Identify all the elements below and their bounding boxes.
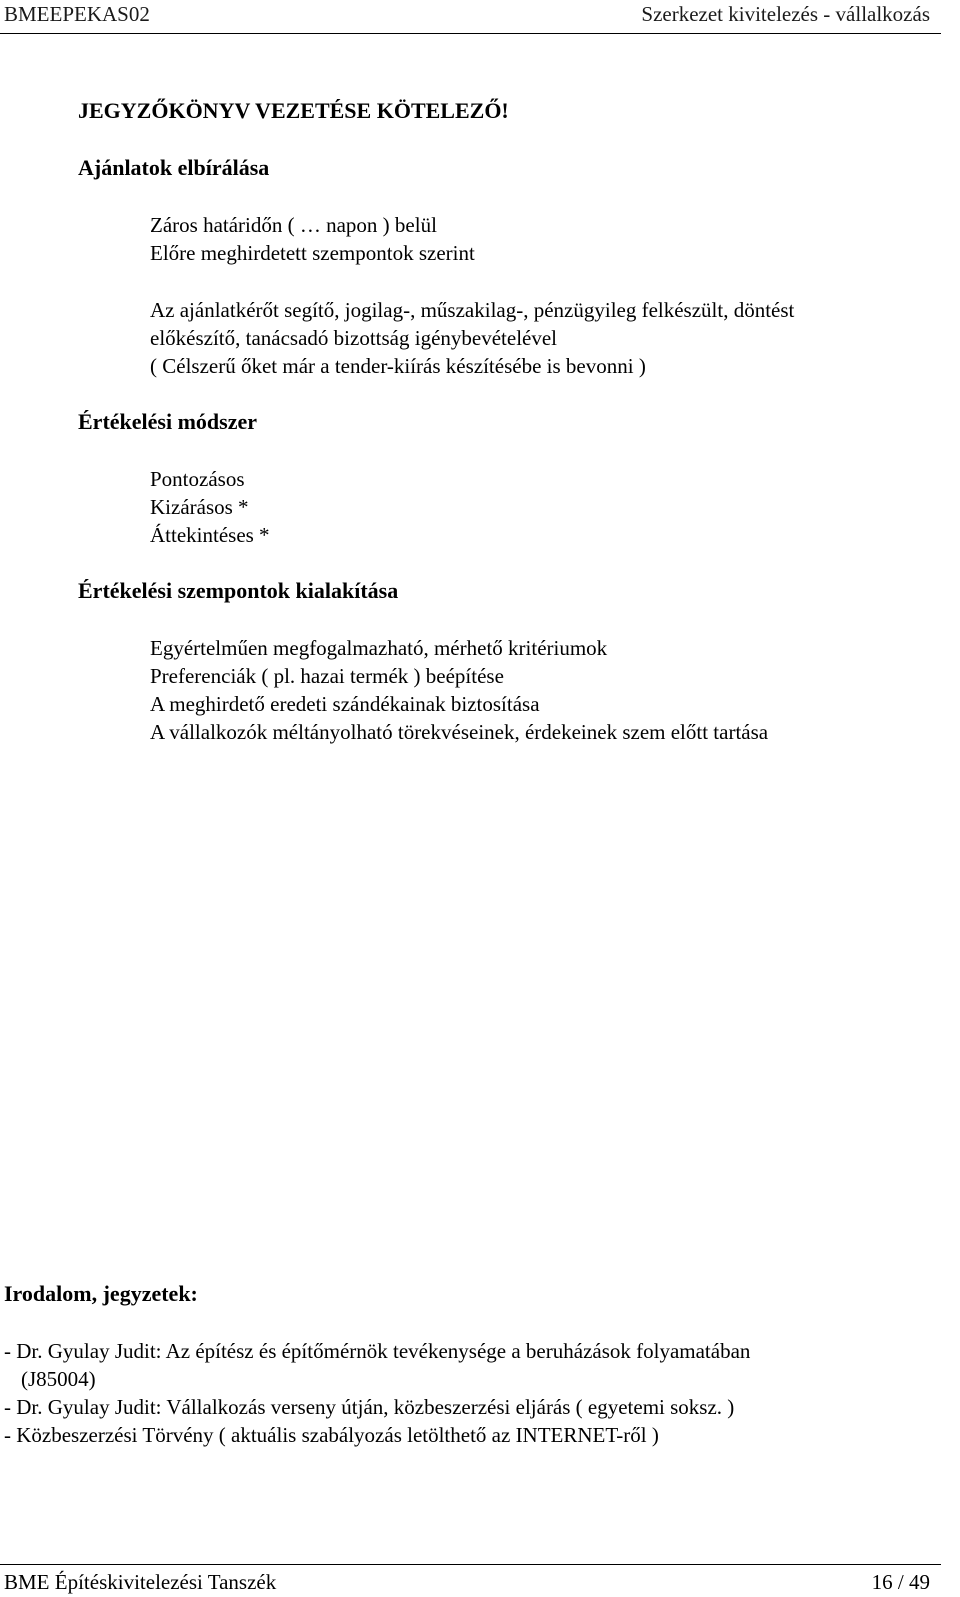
list-item: Pontozásos (150, 467, 245, 491)
list-item: Áttekintéses * (150, 523, 270, 547)
list-item: Záros határidőn ( … napon ) belül (150, 213, 437, 237)
paragraph-line: Az ajánlatkérőt segítő, jogilag-, műszakilag-, pénzügyileg felkészült, döntést (150, 298, 795, 322)
reference-line: - Dr. Gyulay Judit: Az építész és építőmérnök tevékenysége a beruházások folyamatában (4, 1339, 751, 1363)
header-divider (0, 33, 941, 34)
footer-department: BME Építéskivitelezési Tanszék (4, 1570, 277, 1594)
list-item: A meghirdető eredeti szándékainak biztosítása (150, 692, 540, 716)
notice-heading: JEGYZŐKÖNYV VEZETÉSE KÖTELEZŐ! (78, 98, 509, 123)
list-item: Preferenciák ( pl. hazai termék ) beépítése (150, 664, 504, 688)
list-item: A vállalkozók méltányolható törekvéseinek, érdekeinek szem előtt tartása (150, 720, 769, 744)
references-title: Irodalom, jegyzetek: (4, 1281, 198, 1306)
section-title-evaluation: Ajánlatok elbírálása (78, 155, 270, 180)
reference-line: (J85004) (21, 1367, 96, 1391)
section-title-method: Értékelési módszer (78, 409, 257, 434)
section-title-criteria: Értékelési szempontok kialakítása (78, 578, 399, 603)
list-item: Kizárásos * (150, 495, 249, 519)
reference-line: - Közbeszerzési Törvény ( aktuális szabályozás letölthető az INTERNET-ről ) (4, 1423, 659, 1447)
list-item: Előre meghirdetett szempontok szerint (150, 241, 475, 265)
header-document-title: Szerkezet kivitelezés - vállalkozás (641, 2, 930, 26)
header-course-code: BMEEPEKAS02 (4, 2, 150, 26)
list-item: Egyértelműen megfogalmazható, mérhető kritériumok (150, 636, 608, 660)
reference-line: - Dr. Gyulay Judit: Vállalkozás verseny útján, közbeszerzési eljárás ( egyetemi soksz. ) (4, 1395, 735, 1419)
footer-divider (0, 1564, 941, 1565)
paragraph-line: ( Célszerű őket már a tender-kiírás készítésébe is bevonni ) (150, 354, 646, 378)
footer-page-number: 16 / 49 (871, 1570, 930, 1594)
paragraph-line: előkészítő, tanácsadó bizottság igénybevételével (150, 326, 558, 350)
